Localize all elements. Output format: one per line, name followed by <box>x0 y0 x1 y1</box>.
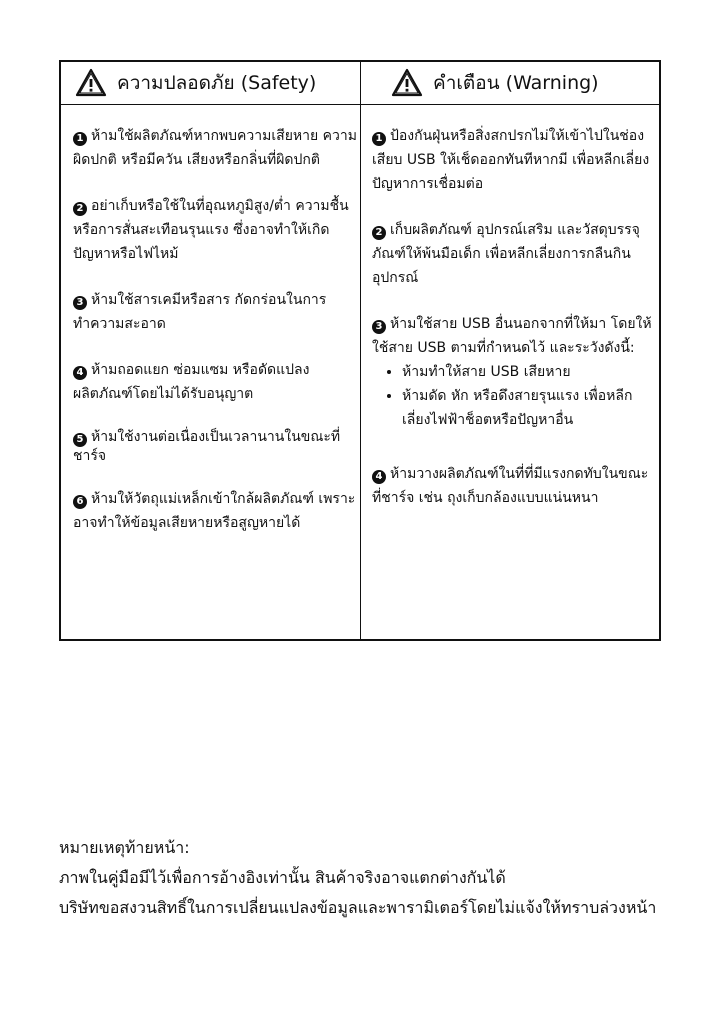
warning-header <box>391 62 599 104</box>
warning-triangle-icon <box>391 68 423 98</box>
page-footnote <box>59 833 669 923</box>
warning-item-text: ป้องกันฝุ่นหรือสิ่งสกปรกไม่ให้เข้าไปในช่องเสียบ USB ให้เช็ดออกทันทีหากมี เพื่อหลีกเลี่ยงปัญหาการเชื่อมต่อ <box>372 128 650 192</box>
safety-item-text: ห้ามใช้สารเคมีหรือสาร กัดกร่อนในการทำความสะอาด <box>73 292 327 332</box>
warning-title: คำเตือน (Warning) <box>433 72 599 94</box>
warning-item-text: เก็บผลิตภัณฑ์ อุปกรณ์เสริม และวัสดุบรรจุภัณฑ์ให้พ้นมือเด็ก เพื่อหลีกเลี่ยงการกลืนกินอุปกรณ์ <box>372 222 640 286</box>
warning-item <box>372 312 657 432</box>
warning-item-text: ห้ามใช้สาย USB อื่นนอกจากที่ให้มา โดยให้ใช้สาย USB ตามที่กำหนดไว้ และระวังดังนี้: <box>372 316 652 356</box>
column-divider <box>360 62 361 639</box>
safety-column <box>73 124 357 535</box>
footnote-line: บริษัทขอสงวนสิทธิ์ในการเปลี่ยนแปลงข้อมูลและพารามิเตอร์โดยไม่แจ้งให้ทราบล่วงหน้า <box>59 898 657 917</box>
number-badge: 4 <box>73 366 87 380</box>
number-badge: 6 <box>73 495 87 509</box>
safety-item-text: ห้ามให้วัตถุแม่เหล็กเข้าใกล้ผลิตภัณฑ์ เพราะอาจทำให้ข้อมูลเสียหายหรือสูญหายได้ <box>73 491 356 531</box>
warning-item <box>372 124 657 196</box>
number-badge: 3 <box>372 320 386 334</box>
safety-title: ความปลอดภัย (Safety) <box>117 72 317 94</box>
safety-item-text: ห้ามถอดแยก ซ่อมแซม หรือดัดแปลง ผลิตภัณฑ์โดยไม่ได้รับอนุญาต <box>73 362 310 402</box>
warning-item <box>372 218 657 290</box>
safety-item <box>73 428 357 465</box>
number-badge: 1 <box>73 132 87 146</box>
usb-caution-list <box>372 360 657 432</box>
safety-item <box>73 358 357 406</box>
number-badge: 2 <box>372 226 386 240</box>
safety-header <box>75 62 316 104</box>
footnote-line: ภาพในคู่มือมีไว้เพื่อการอ้างอิงเท่านั้น สินค้าจริงอาจแตกต่างกันได้ <box>59 868 506 887</box>
warning-triangle-icon <box>75 68 107 98</box>
safety-item <box>73 124 357 172</box>
safety-warning-table <box>59 60 661 641</box>
safety-item <box>73 194 357 266</box>
safety-item <box>73 487 357 535</box>
list-item: • ห้ามดัด หัก หรือดึงสายรุนแรง เพื่อหลีกเลี่ยงไฟฟ้าช็อตหรือปัญหาอื่น <box>402 384 657 432</box>
number-badge: 1 <box>372 132 386 146</box>
warning-item-text: ห้ามวางผลิตภัณฑ์ในที่ที่มีแรงกดทับในขณะที่ชาร์จ เช่น ถุงเก็บกล้องแบบแน่นหนา <box>372 466 649 506</box>
safety-item-text: ห้ามใช้งานต่อเนื่องเป็นเวลานานในขณะที่ชาร์จ <box>73 429 341 464</box>
warning-column <box>372 124 657 510</box>
list-item: • ห้ามทำให้สาย USB เสียหาย <box>402 360 657 384</box>
safety-item-text: อย่าเก็บหรือใช้ในที่อุณหภูมิสูง/ต่ำ ความชื้น หรือการสั่นสะเทือนรุนแรง ซึ่งอาจทำให้เกิดปัญหาหรือไฟไหม้ <box>73 198 349 262</box>
number-badge: 2 <box>73 202 87 216</box>
header-divider <box>61 104 659 105</box>
number-badge: 3 <box>73 296 87 310</box>
safety-item-text: ห้ามใช้ผลิตภัณฑ์หากพบความเสียหาย ความผิดปกติ หรือมีควัน เสียงหรือกลิ่นที่ผิดปกติ <box>73 128 357 168</box>
number-badge: 4 <box>372 470 386 484</box>
number-badge: 5 <box>73 433 87 447</box>
warning-item <box>372 462 657 510</box>
footnote-heading: หมายเหตุท้ายหน้า: <box>59 838 190 857</box>
safety-item <box>73 288 357 336</box>
